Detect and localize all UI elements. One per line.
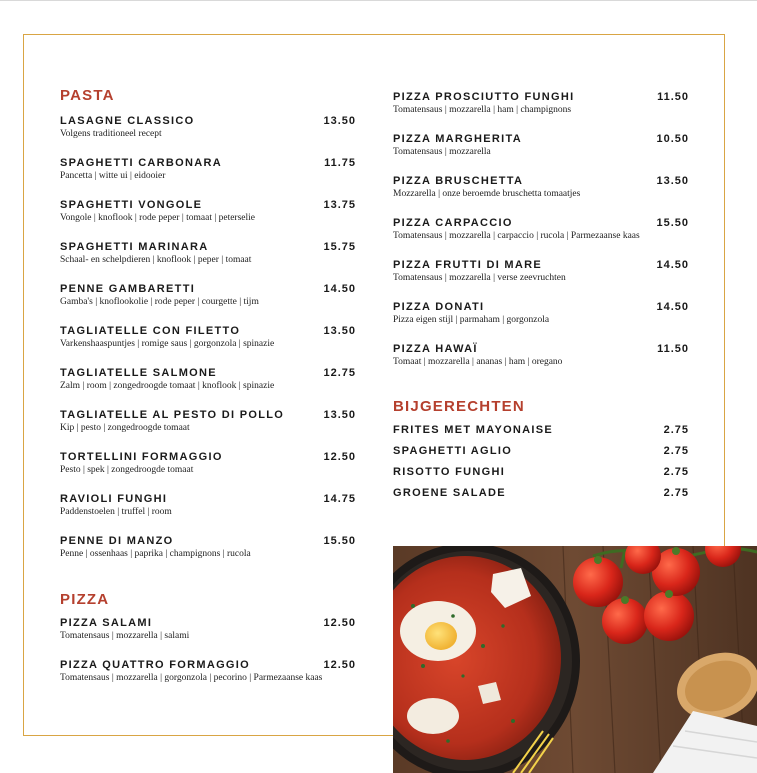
item-name: SPAGHETTI MARINARA: [60, 241, 209, 253]
item-name: RAVIOLI FUNGHI: [60, 493, 168, 505]
menu-item-pasta-8: [60, 408, 356, 435]
item-name: SPAGHETTI AGLIO: [393, 445, 513, 457]
food-photo: [393, 546, 757, 773]
menu-item-side-4: [393, 486, 689, 500]
item-price: 11.75: [324, 157, 356, 169]
menu-item-pizza-1: [60, 616, 356, 643]
item-description: Volgens traditioneel recept: [60, 129, 162, 139]
menu-item-pizza-9: [393, 342, 689, 369]
tomato: [573, 557, 623, 607]
item-name: TORTELLINI FORMAGGIO: [60, 451, 223, 463]
right-column: [393, 90, 689, 500]
menu-item-pasta-7: [60, 366, 356, 393]
item-name: PIZZA CARPACCIO: [393, 217, 513, 229]
egg-white-2: [407, 698, 459, 734]
item-price: 2.75: [663, 487, 689, 499]
item-description: Tomatensaus | mozzarella | salami: [60, 631, 190, 641]
menu-item-pasta-1: [60, 114, 356, 141]
item-price: 13.75: [323, 199, 356, 211]
item-price: 13.50: [323, 115, 356, 127]
item-name: FRITES MET MAYONAISE: [393, 424, 554, 436]
item-price: 10.50: [656, 133, 689, 145]
menu-item-pizza-7: [393, 258, 689, 285]
item-name: PENNE DI MANZO: [60, 535, 174, 547]
menu-item-pizza-5: [393, 174, 689, 201]
item-price: 15.50: [656, 217, 689, 229]
item-price: 12.50: [323, 659, 356, 671]
item-name: PIZZA PROSCIUTTO FUNGHI: [393, 91, 575, 103]
menu-item-pasta-5: [60, 282, 356, 309]
item-price: 12.75: [323, 367, 356, 379]
left-column: [60, 86, 356, 685]
item-price: 13.50: [323, 409, 356, 421]
tomato: [602, 598, 648, 644]
menu-item-pasta-3: [60, 198, 356, 225]
item-description: Mozzarella | onze beroemde bruschetta tomaatjes: [393, 189, 581, 199]
item-name: PIZZA FRUTTI DI MARE: [393, 259, 543, 271]
item-price: 15.75: [323, 241, 356, 253]
menu-item-pizza-3: [393, 90, 689, 117]
item-name: PIZZA BRUSCHETTA: [393, 175, 524, 187]
tomato: [644, 591, 694, 641]
item-price: 14.50: [656, 301, 689, 313]
top-divider: [0, 0, 757, 1]
item-description: Gamba's | knoflookolie | rode peper | courgette | tijm: [60, 297, 259, 307]
item-name: PIZZA DONATI: [393, 301, 485, 313]
item-price: 13.50: [656, 175, 689, 187]
menu-item-side-1: [393, 423, 689, 437]
item-name: RISOTTO FUNGHI: [393, 466, 506, 478]
item-name: SPAGHETTI CARBONARA: [60, 157, 222, 169]
item-price: 13.50: [323, 325, 356, 337]
item-description: Vongole | knoflook | rode peper | tomaat | peterselie: [60, 213, 256, 223]
item-name: TAGLIATELLE CON FILETTO: [60, 325, 241, 337]
item-description: Tomatensaus | mozzarella: [393, 147, 491, 157]
menu-item-pasta-11: [60, 534, 356, 561]
item-price: 12.50: [323, 617, 356, 629]
item-price: 2.75: [663, 424, 689, 436]
menu-item-pasta-10: [60, 492, 356, 519]
item-description: Tomaat | mozzarella | ananas | ham | oregano: [393, 357, 563, 367]
bijgerechten-heading: BIJGERECHTEN: [393, 398, 525, 415]
menu-item-pizza-2: [60, 658, 356, 685]
item-name: TAGLIATELLE SALMONE: [60, 367, 217, 379]
item-price: 11.50: [657, 91, 689, 103]
item-name: PIZZA QUATTRO FORMAGGIO: [60, 659, 250, 671]
item-description: Pesto | spek | zongedroogde tomaat: [60, 465, 194, 475]
egg-yolk: [425, 622, 457, 650]
item-description: Zalm | room | zongedroogde tomaat | knoflook | spinazie: [60, 381, 275, 391]
item-price: 12.50: [323, 451, 356, 463]
menu-item-side-2: [393, 444, 689, 458]
menu-item-pasta-9: [60, 450, 356, 477]
item-description: Tomatensaus | mozzarella | ham | champignons: [393, 105, 572, 115]
item-description: Varkenshaaspuntjes | romige saus | gorgonzola | spinazie: [60, 339, 275, 349]
menu-item-pizza-6: [393, 216, 689, 243]
item-description: Paddenstoelen | truffel | room: [60, 507, 172, 517]
pizza-heading: PIZZA: [60, 591, 110, 608]
menu-item-pasta-4: [60, 240, 356, 267]
item-description: Pizza eigen stijl | parmaham | gorgonzola: [393, 315, 550, 325]
item-name: SPAGHETTI VONGOLE: [60, 199, 203, 211]
menu-item-pizza-8: [393, 300, 689, 327]
item-description: Pancetta | witte ui | eidooier: [60, 171, 166, 181]
item-description: Tomatensaus | mozzarella | verse zeevruchten: [393, 273, 566, 283]
item-name: PENNE GAMBARETTI: [60, 283, 196, 295]
item-price: 15.50: [323, 535, 356, 547]
item-name: TAGLIATELLE AL PESTO DI POLLO: [60, 409, 285, 421]
item-name: PIZZA MARGHERITA: [393, 133, 522, 145]
item-name: PIZZA SALAMI: [60, 617, 153, 629]
item-price: 14.50: [323, 283, 356, 295]
menu-item-pizza-4: [393, 132, 689, 159]
item-price: 11.50: [657, 343, 689, 355]
menu-item-pasta-2: [60, 156, 356, 183]
item-description: Penne | ossenhaas | paprika | champignons | rucola: [60, 549, 251, 559]
item-name: LASAGNE CLASSICO: [60, 115, 195, 127]
item-description: Kip | pesto | zongedroogde tomaat: [60, 423, 190, 433]
item-price: 2.75: [663, 445, 689, 457]
menu-item-pasta-6: [60, 324, 356, 351]
item-price: 14.75: [323, 493, 356, 505]
item-description: Tomatensaus | mozzarella | carpaccio | rucola | Parmezaanse kaas: [393, 231, 640, 241]
item-description: Tomatensaus | mozzarella | gorgonzola | pecorino | Parmezaanse kaas: [60, 673, 323, 683]
item-description: Schaal- en schelpdieren | knoflook | peper | tomaat: [60, 255, 252, 265]
pasta-heading: PASTA: [60, 87, 115, 104]
item-name: PIZZA HAWAÏ: [393, 343, 478, 355]
item-price: 14.50: [656, 259, 689, 271]
item-name: GROENE SALADE: [393, 487, 506, 499]
item-price: 2.75: [663, 466, 689, 478]
menu-item-side-3: [393, 465, 689, 479]
